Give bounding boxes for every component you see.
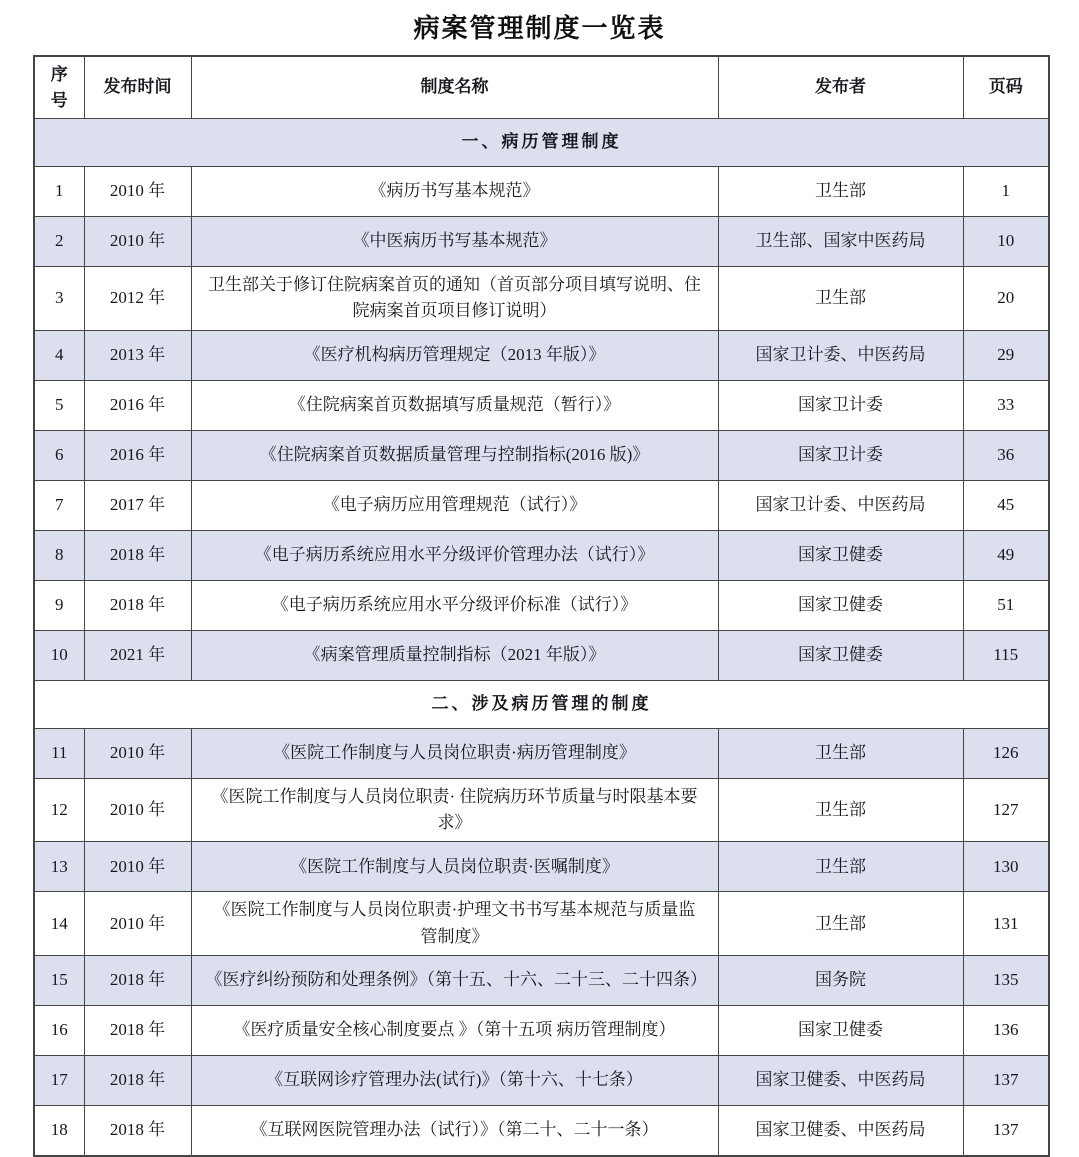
row-name: 《医疗机构病历管理规定（2013 年版）》: [191, 330, 718, 380]
row-name: 《电子病历应用管理规范（试行）》: [191, 480, 718, 530]
row-year: 2010 年: [84, 842, 191, 892]
row-publisher: 卫生部: [718, 892, 963, 956]
table-row: [34, 530, 1049, 580]
column-header-page: 页码: [963, 56, 1049, 119]
header-row: [34, 56, 1049, 119]
section-label: 二、涉及病历管理的制度: [34, 680, 1049, 728]
row-name: 《医院工作制度与人员岗位职责·医嘱制度》: [191, 842, 718, 892]
column-header-no: 序号: [34, 56, 84, 119]
table-row: [34, 630, 1049, 680]
row-publisher: 国家卫健委、中医药局: [718, 1056, 963, 1106]
table-row: [34, 956, 1049, 1006]
row-publisher: 国家卫计委: [718, 380, 963, 430]
row-name: 《住院病案首页数据质量管理与控制指标(2016 版)》: [191, 430, 718, 480]
column-header-publisher: 发布者: [718, 56, 963, 119]
row-name: 《医院工作制度与人员岗位职责·病历管理制度》: [191, 728, 718, 778]
table-row: [34, 842, 1049, 892]
row-publisher: 卫生部: [718, 267, 963, 331]
row-page: 10: [963, 217, 1049, 267]
row-no: 17: [34, 1056, 84, 1106]
row-publisher: 国家卫健委、中医药局: [718, 1106, 963, 1156]
row-year: 2010 年: [84, 167, 191, 217]
row-publisher: 国家卫健委: [718, 530, 963, 580]
row-no: 6: [34, 430, 84, 480]
row-page: 29: [963, 330, 1049, 380]
row-page: 115: [963, 630, 1049, 680]
row-publisher: 国家卫健委: [718, 580, 963, 630]
row-year: 2016 年: [84, 430, 191, 480]
row-no: 4: [34, 330, 84, 380]
row-name: 《中医病历书写基本规范》: [191, 217, 718, 267]
table-row: [34, 1006, 1049, 1056]
table-row: [34, 167, 1049, 217]
row-name: 《电子病历系统应用水平分级评价管理办法（试行）》: [191, 530, 718, 580]
row-no: 16: [34, 1006, 84, 1056]
row-name: 《住院病案首页数据填写质量规范（暂行）》: [191, 380, 718, 430]
row-year: 2017 年: [84, 480, 191, 530]
row-page: 1: [963, 167, 1049, 217]
row-year: 2010 年: [84, 217, 191, 267]
row-page: 127: [963, 778, 1049, 842]
table-row: [34, 580, 1049, 630]
row-no: 18: [34, 1106, 84, 1156]
section-row: [34, 680, 1049, 728]
row-publisher: 卫生部: [718, 728, 963, 778]
row-no: 15: [34, 956, 84, 1006]
column-header-year: 发布时间: [84, 56, 191, 119]
table-row: [34, 430, 1049, 480]
row-name: 卫生部关于修订住院病案首页的通知（首页部分项目填写说明、住院病案首页项目修订说明）: [191, 267, 718, 331]
table-row: [34, 330, 1049, 380]
row-name: 《互联网医院管理办法（试行）》（第二十、二十一条）: [191, 1106, 718, 1156]
row-no: 8: [34, 530, 84, 580]
row-publisher: 国家卫计委: [718, 430, 963, 480]
row-year: 2018 年: [84, 1006, 191, 1056]
row-year: 2018 年: [84, 580, 191, 630]
row-year: 2012 年: [84, 267, 191, 331]
row-year: 2010 年: [84, 892, 191, 956]
row-publisher: 卫生部: [718, 167, 963, 217]
row-year: 2016 年: [84, 380, 191, 430]
row-name: 《医疗质量安全核心制度要点 》（第十五项 病历管理制度）: [191, 1006, 718, 1056]
row-name: 《医院工作制度与人员岗位职责· 住院病历环节质量与时限基本要求》: [191, 778, 718, 842]
row-page: 45: [963, 480, 1049, 530]
table-row: [34, 480, 1049, 530]
row-page: 137: [963, 1106, 1049, 1156]
row-year: 2010 年: [84, 778, 191, 842]
regulations-table: [33, 55, 1050, 1157]
row-name: 《医疗纠纷预防和处理条例》（第十五、十六、二十三、二十四条）: [191, 956, 718, 1006]
row-year: 2013 年: [84, 330, 191, 380]
row-year: 2018 年: [84, 530, 191, 580]
row-page: 135: [963, 956, 1049, 1006]
row-year: 2021 年: [84, 630, 191, 680]
row-name: 《病历书写基本规范》: [191, 167, 718, 217]
row-no: 10: [34, 630, 84, 680]
table-row: [34, 380, 1049, 430]
row-no: 14: [34, 892, 84, 956]
row-publisher: 国家卫计委、中医药局: [718, 480, 963, 530]
row-page: 136: [963, 1006, 1049, 1056]
table-row: [34, 1106, 1049, 1156]
table-row: [34, 267, 1049, 331]
row-publisher: 国务院: [718, 956, 963, 1006]
table-row: [34, 728, 1049, 778]
row-year: 2018 年: [84, 1056, 191, 1106]
section-label: 一、病历管理制度: [34, 119, 1049, 167]
row-publisher: 卫生部、国家中医药局: [718, 217, 963, 267]
table-body: [34, 119, 1049, 1156]
row-name: 《电子病历系统应用水平分级评价标准（试行）》: [191, 580, 718, 630]
row-page: 131: [963, 892, 1049, 956]
row-no: 3: [34, 267, 84, 331]
row-page: 33: [963, 380, 1049, 430]
row-year: 2018 年: [84, 956, 191, 1006]
row-publisher: 卫生部: [718, 842, 963, 892]
row-page: 130: [963, 842, 1049, 892]
row-no: 13: [34, 842, 84, 892]
row-page: 20: [963, 267, 1049, 331]
row-publisher: 卫生部: [718, 778, 963, 842]
row-publisher: 国家卫计委、中医药局: [718, 330, 963, 380]
row-no: 5: [34, 380, 84, 430]
row-page: 36: [963, 430, 1049, 480]
page-title: 病案管理制度一览表: [413, 14, 666, 43]
row-page: 51: [963, 580, 1049, 630]
row-no: 7: [34, 480, 84, 530]
row-name: 《互联网诊疗管理办法(试行)》（第十六、十七条）: [191, 1056, 718, 1106]
row-year: 2018 年: [84, 1106, 191, 1156]
row-page: 126: [963, 728, 1049, 778]
row-name: 《病案管理质量控制指标（2021 年版）》: [191, 630, 718, 680]
row-page: 137: [963, 1056, 1049, 1106]
section-row: [34, 119, 1049, 167]
row-name: 《医院工作制度与人员岗位职责·护理文书书写基本规范与质量监管制度》: [191, 892, 718, 956]
table-row: [34, 1056, 1049, 1106]
row-publisher: 国家卫健委: [718, 1006, 963, 1056]
row-no: 2: [34, 217, 84, 267]
row-no: 1: [34, 167, 84, 217]
row-no: 9: [34, 580, 84, 630]
table-row: [34, 892, 1049, 956]
table-row: [34, 778, 1049, 842]
row-no: 12: [34, 778, 84, 842]
column-header-name: 制度名称: [191, 56, 718, 119]
row-page: 49: [963, 530, 1049, 580]
row-publisher: 国家卫健委: [718, 630, 963, 680]
row-no: 11: [34, 728, 84, 778]
row-year: 2010 年: [84, 728, 191, 778]
table-row: [34, 217, 1049, 267]
